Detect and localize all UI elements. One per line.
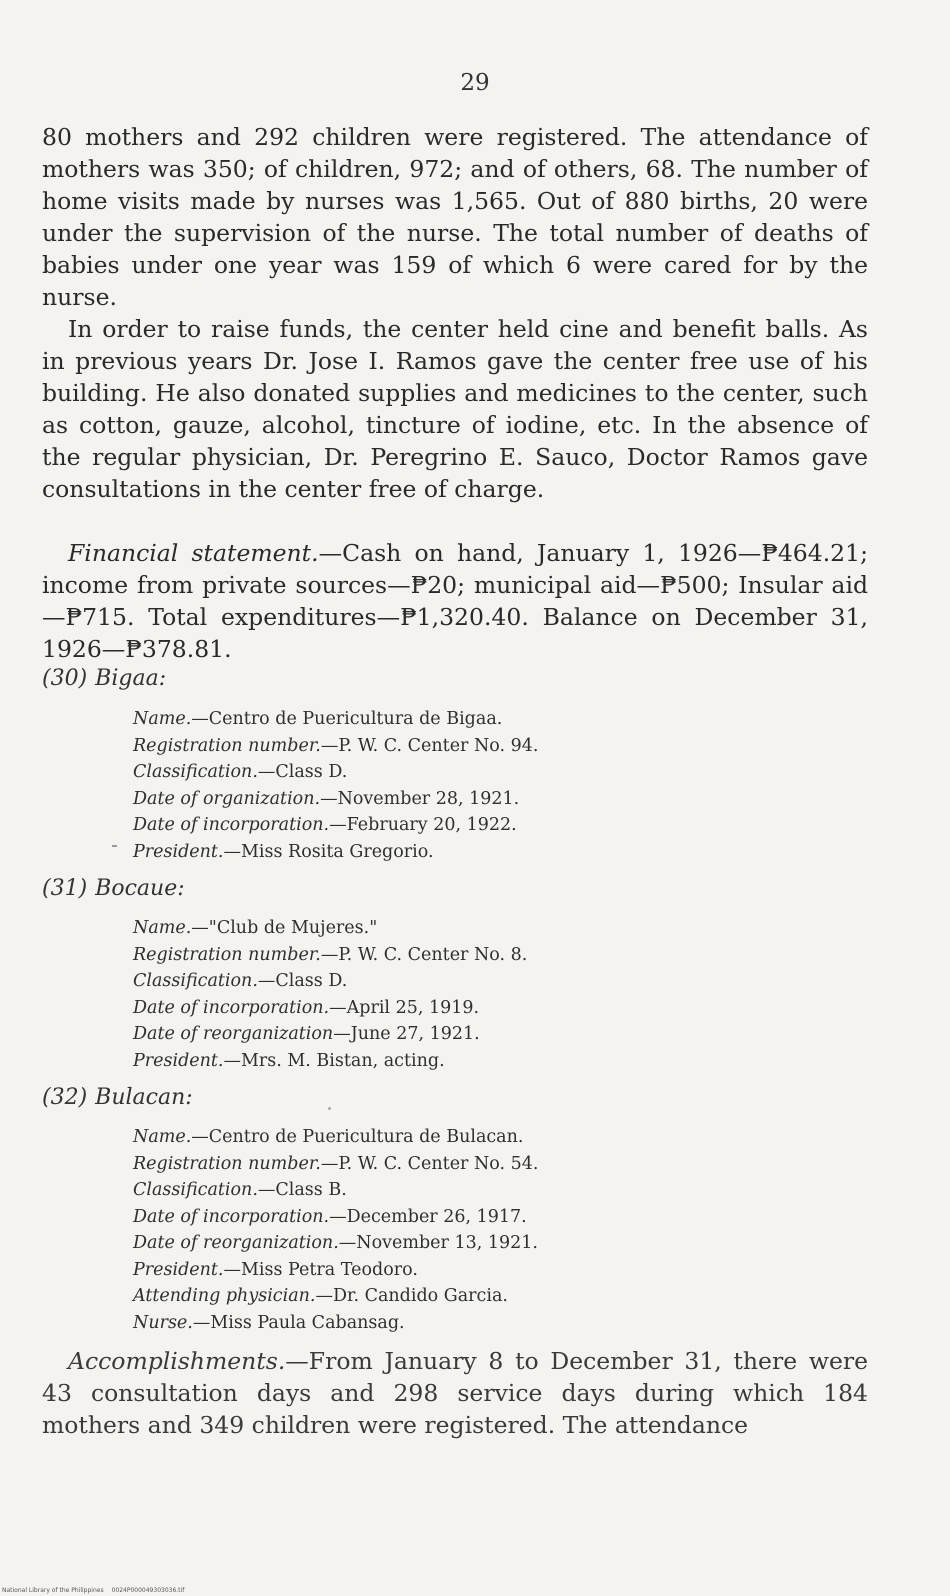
entry-row xyxy=(133,1048,833,1075)
footer-file-id: 0024P000049303036.tif xyxy=(111,1587,185,1594)
entry-value: —December 26, 1917. xyxy=(329,1206,527,1227)
entry-label: Date of incorporation. xyxy=(133,997,330,1018)
entry-row xyxy=(133,915,833,942)
entry-row xyxy=(133,1177,833,1204)
entry-label: Date of incorporation. xyxy=(133,1206,330,1227)
paragraph-accomplishments xyxy=(42,1345,868,1441)
entry-row xyxy=(133,995,833,1022)
entry-value: —"Club de Mujeres." xyxy=(191,918,378,938)
section-number: (30) xyxy=(42,666,88,691)
entry-row xyxy=(133,839,833,866)
entry-value: —P. W. C. Center No. 94. xyxy=(320,735,539,756)
entry-label: President. xyxy=(133,1050,224,1071)
entry-label: Classification. xyxy=(133,762,258,782)
entry-label: President. xyxy=(133,841,224,862)
entry-value: —June 27, 1921. xyxy=(333,1024,480,1044)
entry-value: —Mrs. M. Bistan, acting. xyxy=(223,1050,445,1071)
entry-row xyxy=(133,1283,833,1310)
entry-row xyxy=(133,1204,833,1231)
entry-value: —Dr. Candido Garcia. xyxy=(315,1286,508,1306)
entry-value: —November 13, 1921. xyxy=(338,1233,538,1253)
paragraph-text: 80 mothers and 292 children were registered. The attendance of mothers was 350; of children, 972; and of others, 68. The number of home visits made by nurses was 1,565. Out of 880 births, 20 were under the supervision of the nurse. The total number of deaths of babies under one year was 159 of which 6 were cared for by the nurse. xyxy=(42,123,868,311)
entry-label: Name. xyxy=(133,918,192,938)
section-number: (31) xyxy=(42,876,88,901)
entry-label: Classification. xyxy=(133,1180,258,1200)
entry-value: —November 28, 1921. xyxy=(320,788,520,809)
entry-label: Name. xyxy=(133,1127,192,1147)
entry-row xyxy=(133,942,833,969)
section-place: Bulacan: xyxy=(95,1085,193,1110)
entry-value: —Centro de Puericultura de Bulacan. xyxy=(191,1127,524,1147)
entry-row xyxy=(133,1124,833,1151)
scan-footer xyxy=(2,1587,192,1594)
entry-label: President. xyxy=(133,1259,224,1280)
entry-value: —P. W. C. Center No. 8. xyxy=(320,944,528,965)
entry-label: Date of reorganization. xyxy=(133,1233,339,1253)
paragraph-label: Financial statement. xyxy=(68,539,319,567)
entry-label: Date of reorganization xyxy=(133,1024,334,1044)
section-entries-bulacan xyxy=(133,1124,833,1336)
entry-row xyxy=(133,1310,833,1337)
section-place: Bocaue: xyxy=(95,876,185,901)
paragraph-continuation xyxy=(42,121,868,313)
entry-label: Date of organization. xyxy=(133,788,321,809)
section-entries-bocaue xyxy=(133,915,833,1074)
entry-row xyxy=(133,706,833,733)
entry-label: Registration number. xyxy=(133,1153,321,1174)
entry-row xyxy=(133,1151,833,1178)
entry-label: Registration number. xyxy=(133,735,321,756)
paragraph-fundraising xyxy=(42,313,868,505)
entry-row xyxy=(133,733,833,760)
paragraph-text: —Cash on hand, January 1, 1926—₱464.21; income from private sources—₱20; municipal aid—₱500; Insular aid—₱715. Total expenditures—₱1,320.40. Balance on December 31, 1926—₱378.81. xyxy=(42,539,868,663)
entry-row xyxy=(133,1257,833,1284)
section-entries-bigaa xyxy=(133,706,833,865)
paragraph-financial-statement xyxy=(42,537,868,665)
section-heading-bocaue xyxy=(42,876,185,901)
entry-label: Date of incorporation. xyxy=(133,815,330,835)
entry-label: Nurse. xyxy=(133,1312,193,1333)
section-heading-bigaa xyxy=(42,666,166,691)
section-heading-bulacan xyxy=(42,1085,193,1110)
entry-value: —Miss Petra Teodoro. xyxy=(223,1259,418,1280)
entry-value: —Centro de Puericultura de Bigaa. xyxy=(191,709,503,729)
entry-label: Registration number. xyxy=(133,944,321,965)
entry-value: —Miss Paula Cabansag. xyxy=(192,1312,405,1333)
entry-label: Name. xyxy=(133,709,192,729)
footer-library: National Library of the Philippines xyxy=(2,1587,104,1594)
paragraph-text: In order to raise funds, the center held cine and benefit balls. As in previous years Dr. Jose I. Ramos gave the center free use of his building. He also donated supplies and medicines to the center, such as cotton, gauze, alcohol, tincture of iodine, etc. In the absence of the regular physician, Dr. Peregrino E. Sauco, Doctor Ramos gave consultations in the center free of charge. xyxy=(42,315,868,503)
section-place: Bigaa: xyxy=(95,666,167,691)
entry-label: Attending physician. xyxy=(133,1286,316,1306)
entry-value: —Class D. xyxy=(257,971,348,991)
entry-row xyxy=(133,759,833,786)
entry-row xyxy=(133,1230,833,1257)
entry-value: —February 20, 1922. xyxy=(329,815,517,835)
paragraph-text: —From January 8 to December 31, there were 43 consultation days and 298 service days during which 184 mothers and 349 children were registered. The attendance xyxy=(42,1347,868,1439)
entry-row xyxy=(133,968,833,995)
entry-value: —P. W. C. Center No. 54. xyxy=(320,1153,539,1174)
page-number: 29 xyxy=(460,70,490,96)
entry-value: —April 25, 1919. xyxy=(329,997,480,1018)
entry-row xyxy=(133,1021,833,1048)
stray-mark xyxy=(112,845,117,847)
paragraph-label: Accomplishments. xyxy=(68,1347,286,1375)
entry-row xyxy=(133,812,833,839)
entry-label: Classification. xyxy=(133,971,258,991)
stray-mark xyxy=(328,1107,331,1110)
entry-value: —Miss Rosita Gregorio. xyxy=(223,841,434,862)
section-number: (32) xyxy=(42,1085,88,1110)
entry-value: —Class D. xyxy=(257,762,348,782)
entry-row xyxy=(133,786,833,813)
entry-value: —Class B. xyxy=(257,1180,347,1200)
